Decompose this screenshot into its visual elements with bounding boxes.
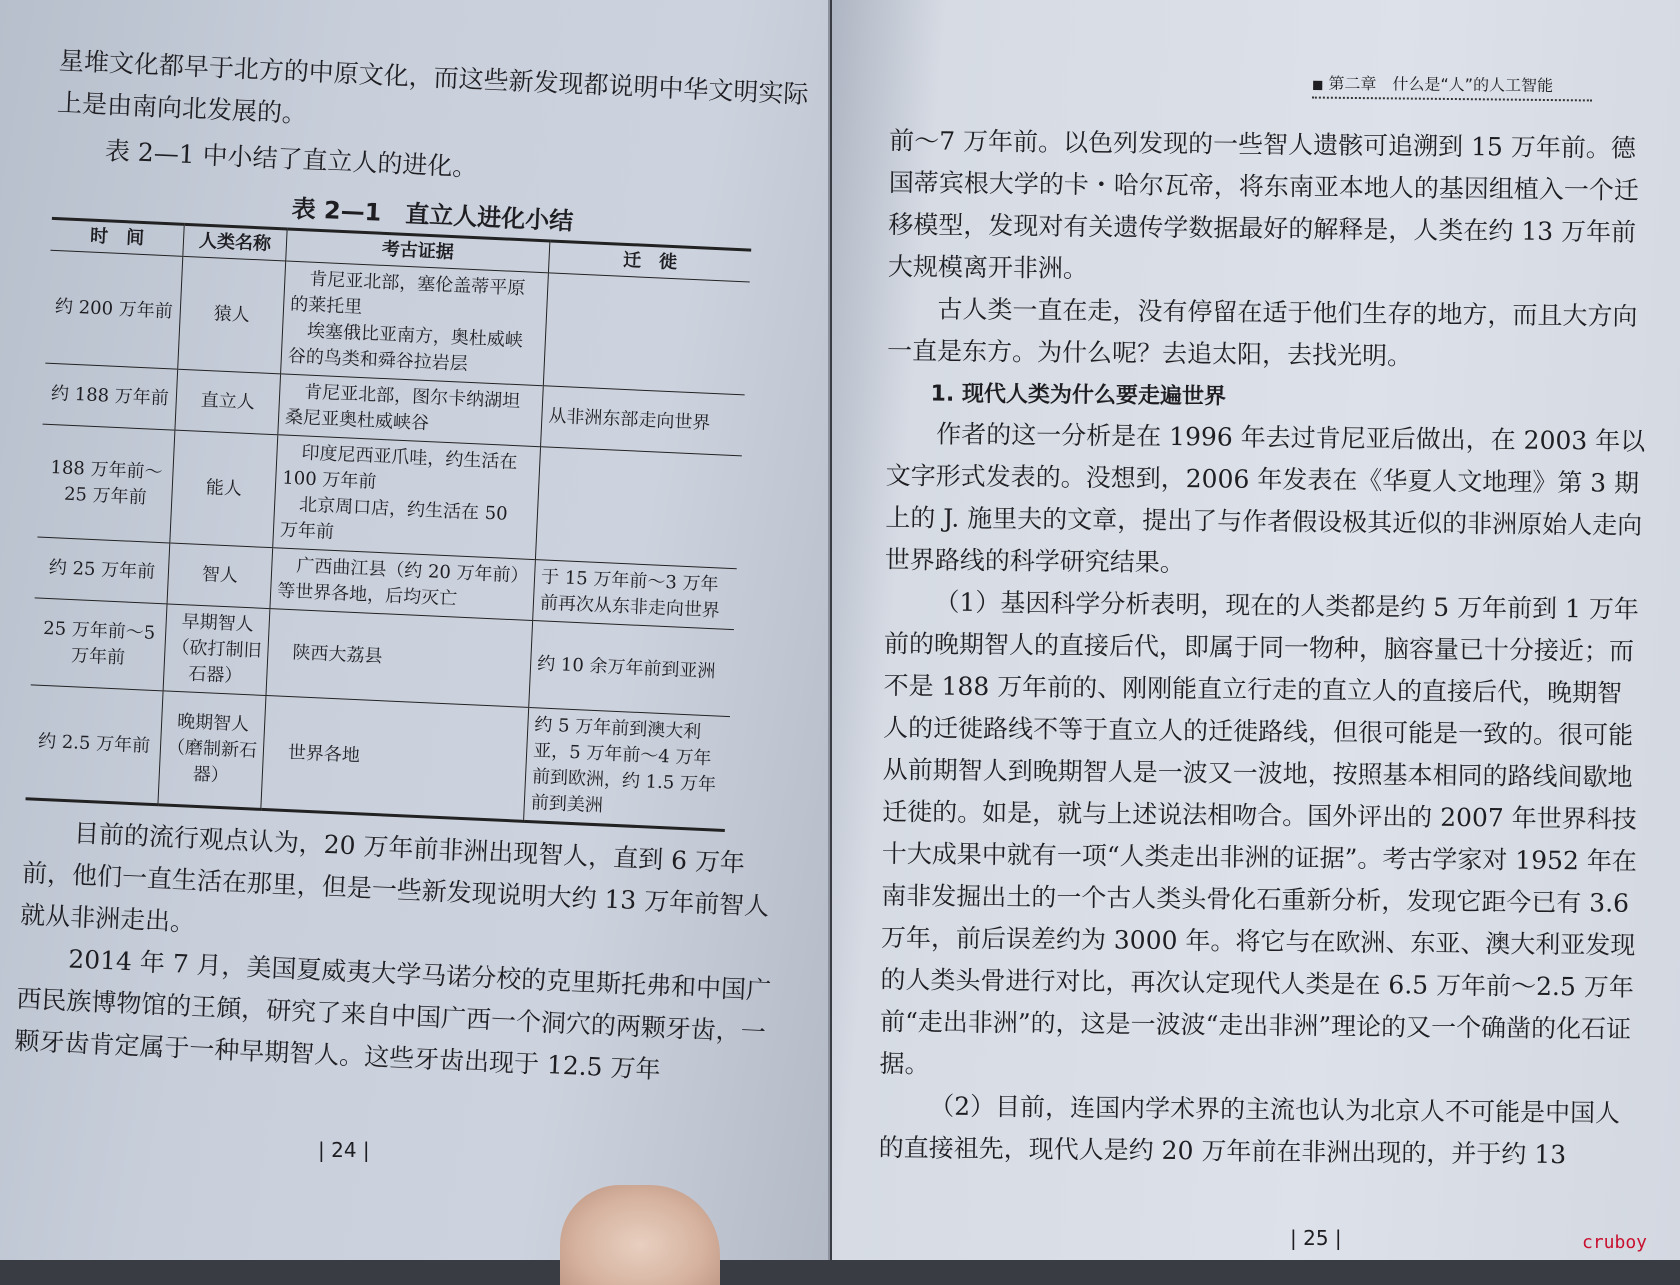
- header-evidence: 考古证据: [286, 229, 550, 273]
- cell-migration: [535, 447, 741, 569]
- header-time: 时 间: [50, 218, 184, 256]
- cell-time: 约 2.5 万年前: [26, 685, 164, 805]
- left-paragraph-2: 2014 年 7 月，美国夏威夷大学马诺分校的克里斯托弗和中国广西民族博物馆的王頠，研究了来自中国广西一个洞穴的两颗牙齿，一颗牙齿肯定属于一种早期智人。这些牙齿出现于 12.5 万年: [13, 944, 772, 1085]
- running-header-text: 第二章 什么是“人”的人工智能: [1328, 73, 1554, 96]
- cell-evidence: [273, 435, 541, 560]
- page-number-right: | 25 |: [1290, 1226, 1342, 1250]
- evidence-line: 埃塞俄比亚南方，奥杜威峡谷的鸟类和舜谷拉岩层: [287, 320, 524, 375]
- cell-migration: 约 10 余万年前到亚洲: [529, 621, 734, 717]
- cell-name: 猿人: [178, 256, 286, 374]
- right-paragraph-5: （2）目前，连国内学术界的主流也认为北京人不可能是中国人的直接祖先，现代人是约 20 万年前在非洲出现的，并于约 13: [878, 1091, 1621, 1170]
- cell-migration: [543, 273, 749, 395]
- evidence-line: 北京周口店，约生活在 50 万年前: [279, 494, 509, 543]
- right-paragraph-2: 古人类一直在走，没有停留在适于他们生存的地方，而且大方向一直是东方。为什么呢？去追太阳，去找光明。: [886, 294, 1638, 371]
- cell-time: 约 25 万年前: [35, 537, 170, 604]
- right-paragraph-4: （1）基因科学分析表明，现在的人类都是约 5 万年前到 1 万年前的晚期智人的直接后代，即属于同一物种，脑容量已十分接近；而不是 188 万年前的、刚刚能直立行走的直立人的直接后代，晚期智人的迁徙路线不等于直立人的迁徙路线，但很可能是一致的。很可能从前期智人到晚期智人是一波又一波地，按照基本相同的路线间歇地迁徙的。如是，就与上述说法相吻合。国外评出的 2007 年世界科技十大成果中就有一项“人类走出非洲的证据”。考古学家对 1952 年在南非发掘出土的一个古人类头骨化石重新分析，发现它距今已有 3.6 万年，前后误差约为 3000 年。将它与在欧洲、东亚、澳大利亚发现的人类头骨进行对比，再次认定现代人类是在 6.5 万年前～2.5 万年前“走出非洲”的，这是一波波“走出非洲”理论的又一个确凿的化石证据。: [879, 587, 1640, 1079]
- intro-paragraph: 星堆文化都早于北方的中原文化，而这些新发现都说明中华文明实际上是由南向北发展的。: [56, 45, 809, 129]
- right-paragraph-3: 作者的这一分析是在 1996 年去过肯尼亚后做出，在 2003 年以文字形式发表的。没想到，2006 年发表在《华夏人文地理》第 3 期上的 J. 施里夫的文章，提出了与作者假设极其近似的非洲原始人走向世界路线的科学研究结果。: [884, 419, 1646, 578]
- cell-name: 智人: [167, 543, 273, 609]
- section-title: 1. 现代人类为什么要走遍世界: [930, 381, 1227, 410]
- cell-time: 25 万年前～5 万年前: [31, 598, 167, 691]
- left-paragraph-1: 目前的流行观点认为，20 万年前非洲出现智人，直到 6 万年前，他们一直生活在那里，但是一些新发现说明大约 13 万年前智人就从非洲走出。: [19, 818, 770, 938]
- cell-migration: 于 15 万年前～3 万年前再次从东非走向世界: [533, 560, 737, 630]
- evidence-line: 世界各地: [287, 742, 361, 767]
- square-bullet-icon: ■: [1311, 77, 1324, 92]
- header-migration: 迁 徙: [548, 241, 751, 282]
- cell-evidence: [266, 609, 533, 708]
- right-paragraph-1: 前～7 万年前。以色列发现的一些智人遗骸可追溯到 15 万年前。德国蒂宾根大学的卡・哈尔瓦帝，将东南亚本地人的基因组植入一个迁移模型，发现对有关遗传学数据最好的解释是，人类在约 13 万年前大规模离开非洲。: [887, 125, 1639, 284]
- watermark: cruboy: [1582, 1232, 1648, 1253]
- evolution-table: [25, 217, 751, 832]
- evidence-line: 印度尼西亚爪哇，约生活在 100 万年前: [281, 442, 518, 493]
- cell-name: 晚期智人（磨制新石器）: [158, 691, 266, 810]
- right-page: [832, 0, 1680, 1260]
- cell-name: 直立人: [175, 369, 281, 435]
- cell-evidence: [261, 696, 529, 822]
- left-page-content: [14, 40, 820, 1096]
- cell-migration: 约 5 万年前到澳大利亚，5 万年前～4 万年前到欧洲，约 1.5 万年前到美洲: [524, 707, 730, 830]
- cell-name: 能人: [170, 430, 278, 548]
- page-number-left: | 24 |: [318, 1138, 370, 1162]
- evidence-line: 肯尼亚北部，图尔卡纳湖坦桑尼亚奥杜威峡谷: [284, 381, 521, 435]
- cell-name: 早期智人（砍打制旧石器）: [163, 604, 270, 696]
- cell-evidence: [281, 261, 549, 386]
- right-page-content: [878, 70, 1649, 1177]
- evidence-line: 广西曲江县（约 20 万年前）等世界各地，后均灭亡: [276, 555, 520, 610]
- evidence-line: 陕西大荔县: [291, 642, 383, 668]
- evidence-line: 肯尼亚北部，塞伦盖蒂平原的莱托里: [289, 268, 526, 318]
- cell-time: 188 万年前～25 万年前: [37, 424, 174, 543]
- table-title: 表 2—1 直立人进化小结: [291, 194, 574, 236]
- left-page: [0, 0, 830, 1260]
- cell-migration: 从非洲东部走向世界: [541, 386, 745, 456]
- table-intro: 表 2—1 中小结了直立人的进化。: [104, 136, 479, 183]
- header-name: 人类名称: [183, 224, 287, 261]
- cell-time: 约 188 万年前: [43, 363, 178, 430]
- cell-time: 约 200 万年前: [45, 250, 182, 369]
